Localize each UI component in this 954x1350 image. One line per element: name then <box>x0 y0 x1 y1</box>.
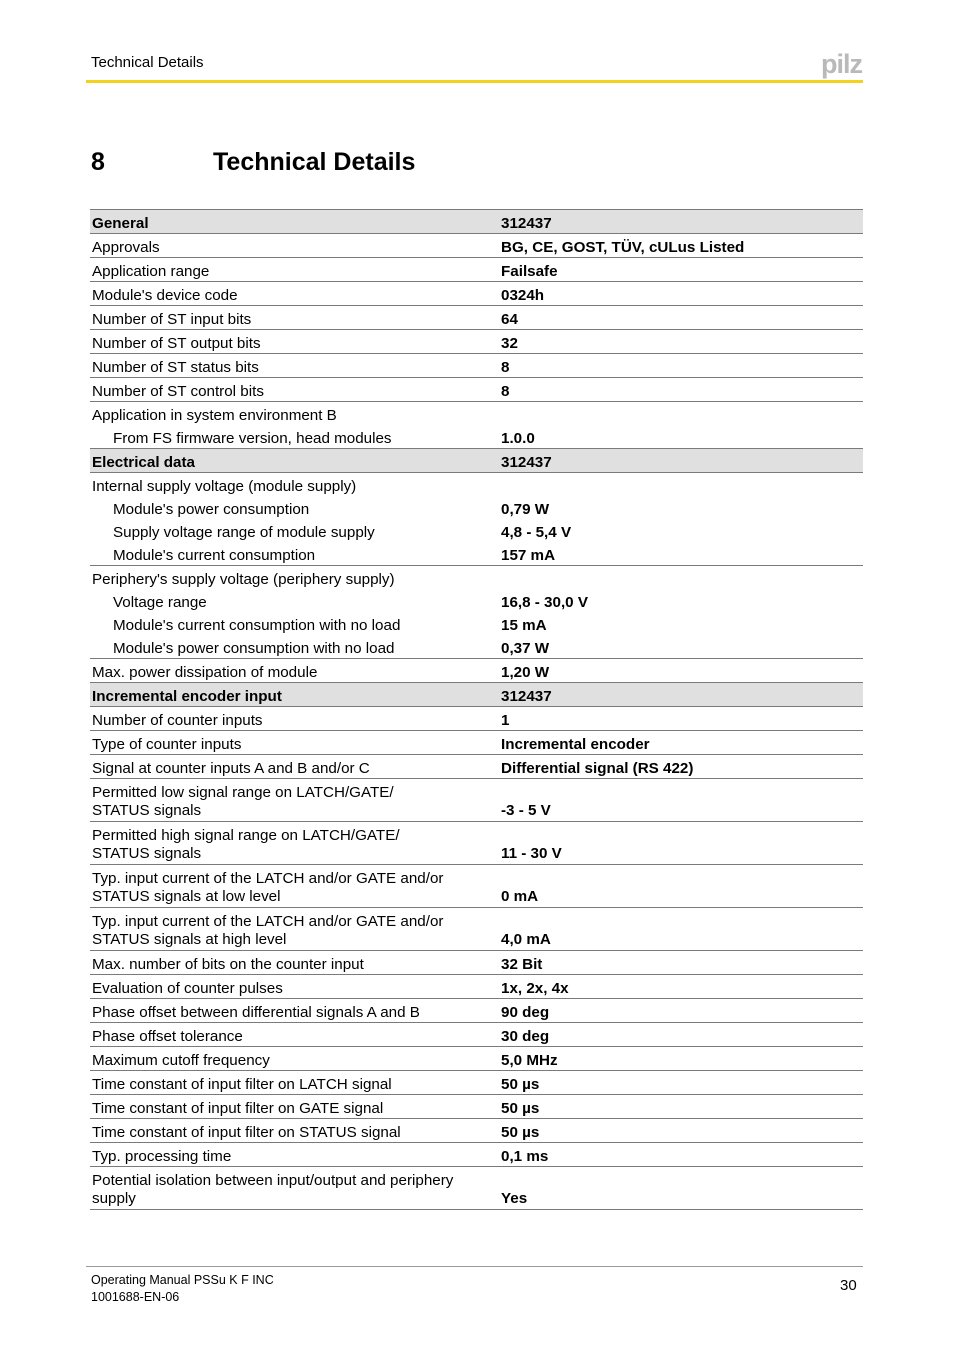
table-row <box>90 707 863 731</box>
group-header-row <box>90 473 863 497</box>
row-label-line2: STATUS signals at high level <box>92 931 287 948</box>
row-value: 0 mA <box>501 865 863 908</box>
row-label: Module's power consumption with no load <box>90 635 501 659</box>
row-value: 1 <box>501 707 863 731</box>
row-value: 64 <box>501 306 863 330</box>
row-label: Module's power consumption <box>113 501 310 518</box>
chapter-number: 8 <box>91 148 105 176</box>
table-row <box>90 1143 863 1167</box>
table-row <box>90 951 863 975</box>
row-value: 5,0 MHz <box>501 1047 863 1071</box>
row-value: 0,79 W <box>501 501 550 518</box>
row-value: 4,0 mA <box>501 908 863 951</box>
row-label: Module's current consumption <box>90 542 501 566</box>
row-value: 0,1 ms <box>501 1143 863 1167</box>
row-label <box>90 908 501 951</box>
table-row <box>90 354 863 378</box>
page-number: 30 <box>840 1277 857 1294</box>
section-order-number: 312437 <box>501 683 863 707</box>
row-label-line2: STATUS signals <box>92 845 202 862</box>
row-value: 8 <box>501 354 863 378</box>
section-title: Incremental encoder input <box>90 683 501 707</box>
row-label: Number of ST output bits <box>90 330 501 354</box>
group-item-row <box>90 542 863 566</box>
row-label: Module's device code <box>90 282 501 306</box>
table-row <box>90 908 863 951</box>
row-label-line1: Permitted high signal range on LATCH/GATE/ <box>92 827 400 844</box>
group-item-row <box>90 519 863 542</box>
row-label: Typ. processing time <box>90 1143 501 1167</box>
footer-manual-title: Operating Manual PSSu K F INC <box>91 1273 274 1287</box>
footer-divider <box>86 1266 863 1267</box>
group-item-row <box>90 612 863 635</box>
row-value: 15 mA <box>501 617 547 634</box>
row-label-line2: STATUS signals <box>92 802 202 819</box>
table-row <box>90 779 863 822</box>
row-label-line1: Potential isolation between input/output and periphery <box>92 1172 454 1189</box>
row-label: Time constant of input filter on STATUS signal <box>90 1119 501 1143</box>
table-row <box>90 1095 863 1119</box>
row-value: 157 mA <box>501 542 863 566</box>
row-value: Incremental encoder <box>501 731 863 755</box>
section-title: Electrical data <box>90 449 501 473</box>
row-label: Signal at counter inputs A and B and/or C <box>90 755 501 779</box>
row-label-line1: Typ. input current of the LATCH and/or GATE and/or <box>92 870 444 887</box>
row-value: 32 Bit <box>501 951 863 975</box>
group-label: Internal supply voltage (module supply) <box>92 478 357 495</box>
group-item-row <box>90 635 863 659</box>
row-value: 8 <box>501 378 863 402</box>
row-label: Phase offset between differential signals A and B <box>90 999 501 1023</box>
row-value: 11 - 30 V <box>501 822 863 865</box>
table-row <box>90 1167 863 1210</box>
footer-document-number: 1001688-EN-06 <box>91 1290 180 1304</box>
section-order-number: 312437 <box>501 210 863 234</box>
row-value: BG, CE, GOST, TÜV, cULus Listed <box>501 234 863 258</box>
row-value: 30 deg <box>501 1023 863 1047</box>
row-label <box>90 865 501 908</box>
section-order-number: 312437 <box>501 449 863 473</box>
table-row <box>90 865 863 908</box>
row-label: Number of ST input bits <box>90 306 501 330</box>
row-label: Max. number of bits on the counter input <box>90 951 501 975</box>
row-value: 1x, 2x, 4x <box>501 975 863 999</box>
row-label-line1: Typ. input current of the LATCH and/or GATE and/or <box>92 913 444 930</box>
row-label-line2: supply <box>92 1190 136 1207</box>
table-row <box>90 306 863 330</box>
table-row <box>90 258 863 282</box>
group-header-row <box>90 402 863 426</box>
pilz-logo: pilz <box>821 49 862 79</box>
table-row <box>90 1071 863 1095</box>
row-label: Time constant of input filter on LATCH signal <box>90 1071 501 1095</box>
row-label: Time constant of input filter on GATE signal <box>90 1095 501 1119</box>
row-value: 50 µs <box>501 1095 863 1119</box>
row-label-line2: STATUS signals at low level <box>92 888 281 905</box>
row-value: Failsafe <box>501 258 863 282</box>
row-value: 50 µs <box>501 1119 863 1143</box>
row-label: Approvals <box>90 234 501 258</box>
row-label: Application range <box>90 258 501 282</box>
row-label: Phase offset tolerance <box>90 1023 501 1047</box>
row-value: 1.0.0 <box>501 425 863 449</box>
row-label: Module's current consumption with no load <box>113 617 401 634</box>
chapter-title: Technical Details <box>213 148 416 176</box>
row-value: 4,8 - 5,4 V <box>501 524 572 541</box>
table-row <box>90 1119 863 1143</box>
table-row <box>90 659 863 683</box>
table-row <box>90 755 863 779</box>
group-label: Application in system environment B <box>92 407 337 424</box>
table-row <box>90 999 863 1023</box>
running-header: Technical Details <box>91 54 204 71</box>
header-divider <box>86 80 863 83</box>
table-row <box>90 234 863 258</box>
row-label: Voltage range <box>113 594 207 611</box>
table-row <box>90 378 863 402</box>
row-label: Number of ST control bits <box>90 378 501 402</box>
row-value: 90 deg <box>501 999 863 1023</box>
row-label: Maximum cutoff frequency <box>90 1047 501 1071</box>
row-label: Number of ST status bits <box>90 354 501 378</box>
row-value: 50 µs <box>501 1071 863 1095</box>
table-row <box>90 1047 863 1071</box>
table-row <box>90 822 863 865</box>
row-value: 32 <box>501 330 863 354</box>
section-title: General <box>90 210 501 234</box>
group-item-row <box>90 496 863 519</box>
row-label <box>90 779 501 822</box>
row-label: From FS firmware version, head modules <box>90 425 501 449</box>
technical-details-table <box>90 209 863 1210</box>
row-label: Max. power dissipation of module <box>90 659 501 683</box>
section-header-incremental-encoder-input <box>90 683 863 707</box>
row-label: Evaluation of counter pulses <box>90 975 501 999</box>
row-label <box>90 1167 501 1210</box>
table-row <box>90 330 863 354</box>
row-label <box>90 822 501 865</box>
group-item-row <box>90 425 863 449</box>
row-value: 0,37 W <box>501 635 863 659</box>
section-header-general <box>90 210 863 234</box>
row-value: Yes <box>501 1167 863 1210</box>
row-value: -3 - 5 V <box>501 779 863 822</box>
table-row <box>90 282 863 306</box>
table-row <box>90 1023 863 1047</box>
row-label-line1: Permitted low signal range on LATCH/GATE/ <box>92 784 394 801</box>
row-value: 0324h <box>501 282 863 306</box>
row-value: 1,20 W <box>501 659 863 683</box>
section-header-electrical-data <box>90 449 863 473</box>
row-value: 16,8 - 30,0 V <box>501 594 588 611</box>
row-label: Type of counter inputs <box>90 731 501 755</box>
group-header-row <box>90 566 863 590</box>
table-row <box>90 731 863 755</box>
table-row <box>90 975 863 999</box>
group-item-row <box>90 589 863 612</box>
group-label: Periphery's supply voltage (periphery supply) <box>92 571 395 588</box>
row-value: Differential signal (RS 422) <box>501 755 863 779</box>
row-label: Supply voltage range of module supply <box>113 524 375 541</box>
row-label: Number of counter inputs <box>90 707 501 731</box>
